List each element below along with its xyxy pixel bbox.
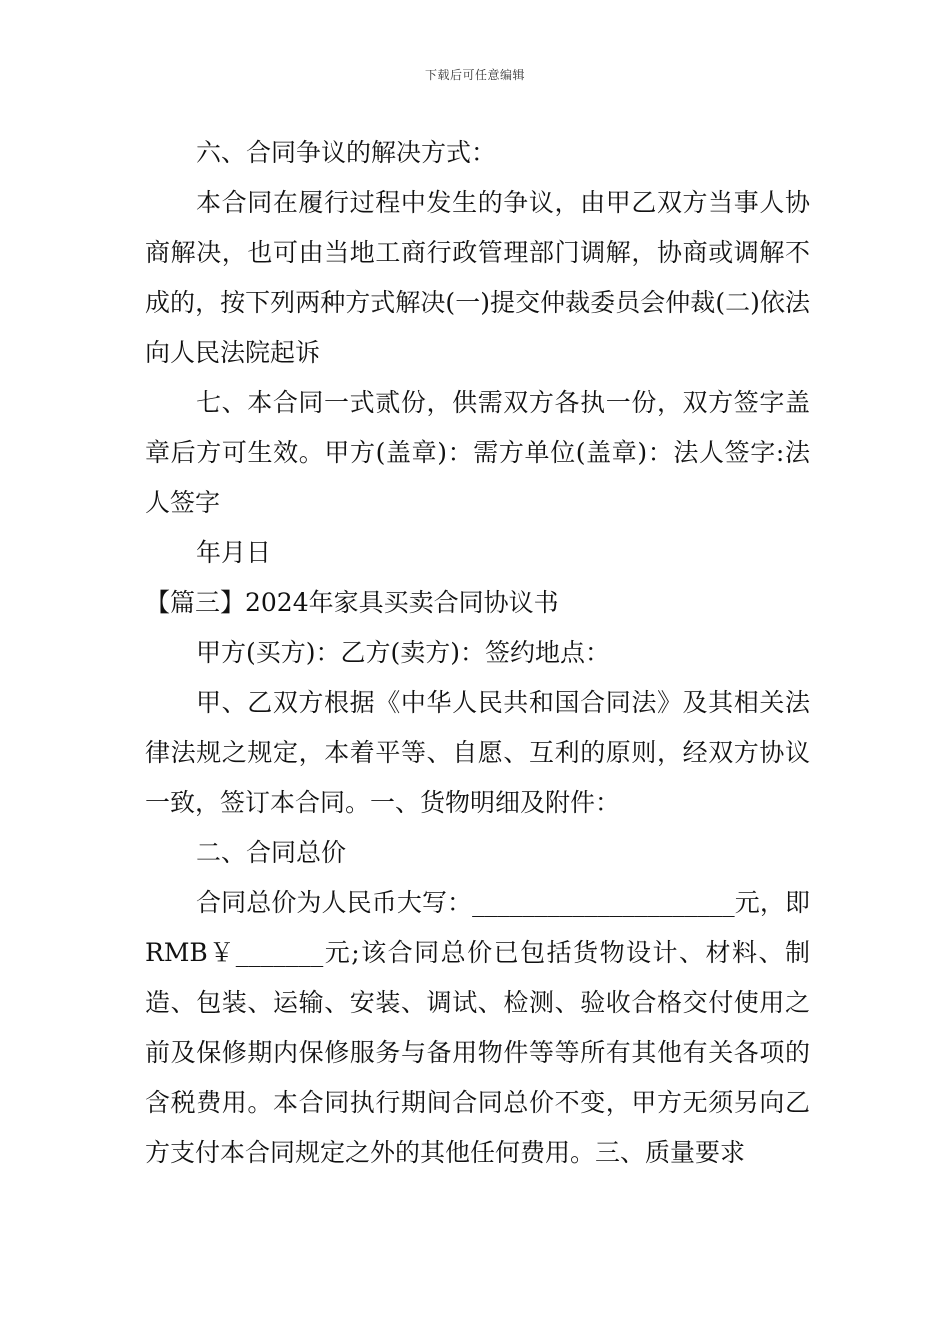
document-body — [145, 128, 810, 1178]
parties-line: 甲方(买方)：乙方(卖方)：签约地点： — [196, 638, 611, 667]
page-header: 下载后可任意编辑 — [424, 68, 525, 82]
section-two-heading: 二、合同总价 — [196, 838, 347, 867]
agreement-basis-paragraph: 甲、乙双方根据《中华人民共和国合同法》及其相关法律法规之规定，本着平等、自愿、互利的原则，经双方协议一致，签订本合同。一、货物明细及附件： — [145, 688, 810, 817]
dispute-resolution-paragraph: 本合同在履行过程中发生的争议，由甲乙双方当事人协商解决，也可由当地工商行政管理部门调解，协商或调解不成的，按下列两种方式解决(一)提交仲裁委员会仲裁(二)依法向人民法院起诉 — [145, 188, 810, 367]
total-price-paragraph: 合同总价为人民币大写：_____________________元，即RMB￥_______元;该合同总价已包括货物设计、材料、制造、包装、运输、安装、调试、检测、验收合格交付使用之前及保修期内保修服务与备用物件等等所有其他有关各项的含税费用。本合同执行期间合同总价不变，甲方无须另向乙方支付本合同规定之外的其他任何费用。三、质量要求 — [145, 888, 810, 1167]
section-seven-paragraph: 七、本合同一式贰份，供需双方各执一份，双方签字盖章后方可生效。甲方(盖章)：需方单位(盖章)：法人签字:法人签字 — [145, 388, 810, 517]
section-six-heading: 六、合同争议的解决方式： — [196, 138, 497, 167]
chapter-three-title: 【篇三】2024年家具买卖合同协议书 — [145, 588, 559, 617]
date-line: 年月日 — [196, 538, 272, 567]
